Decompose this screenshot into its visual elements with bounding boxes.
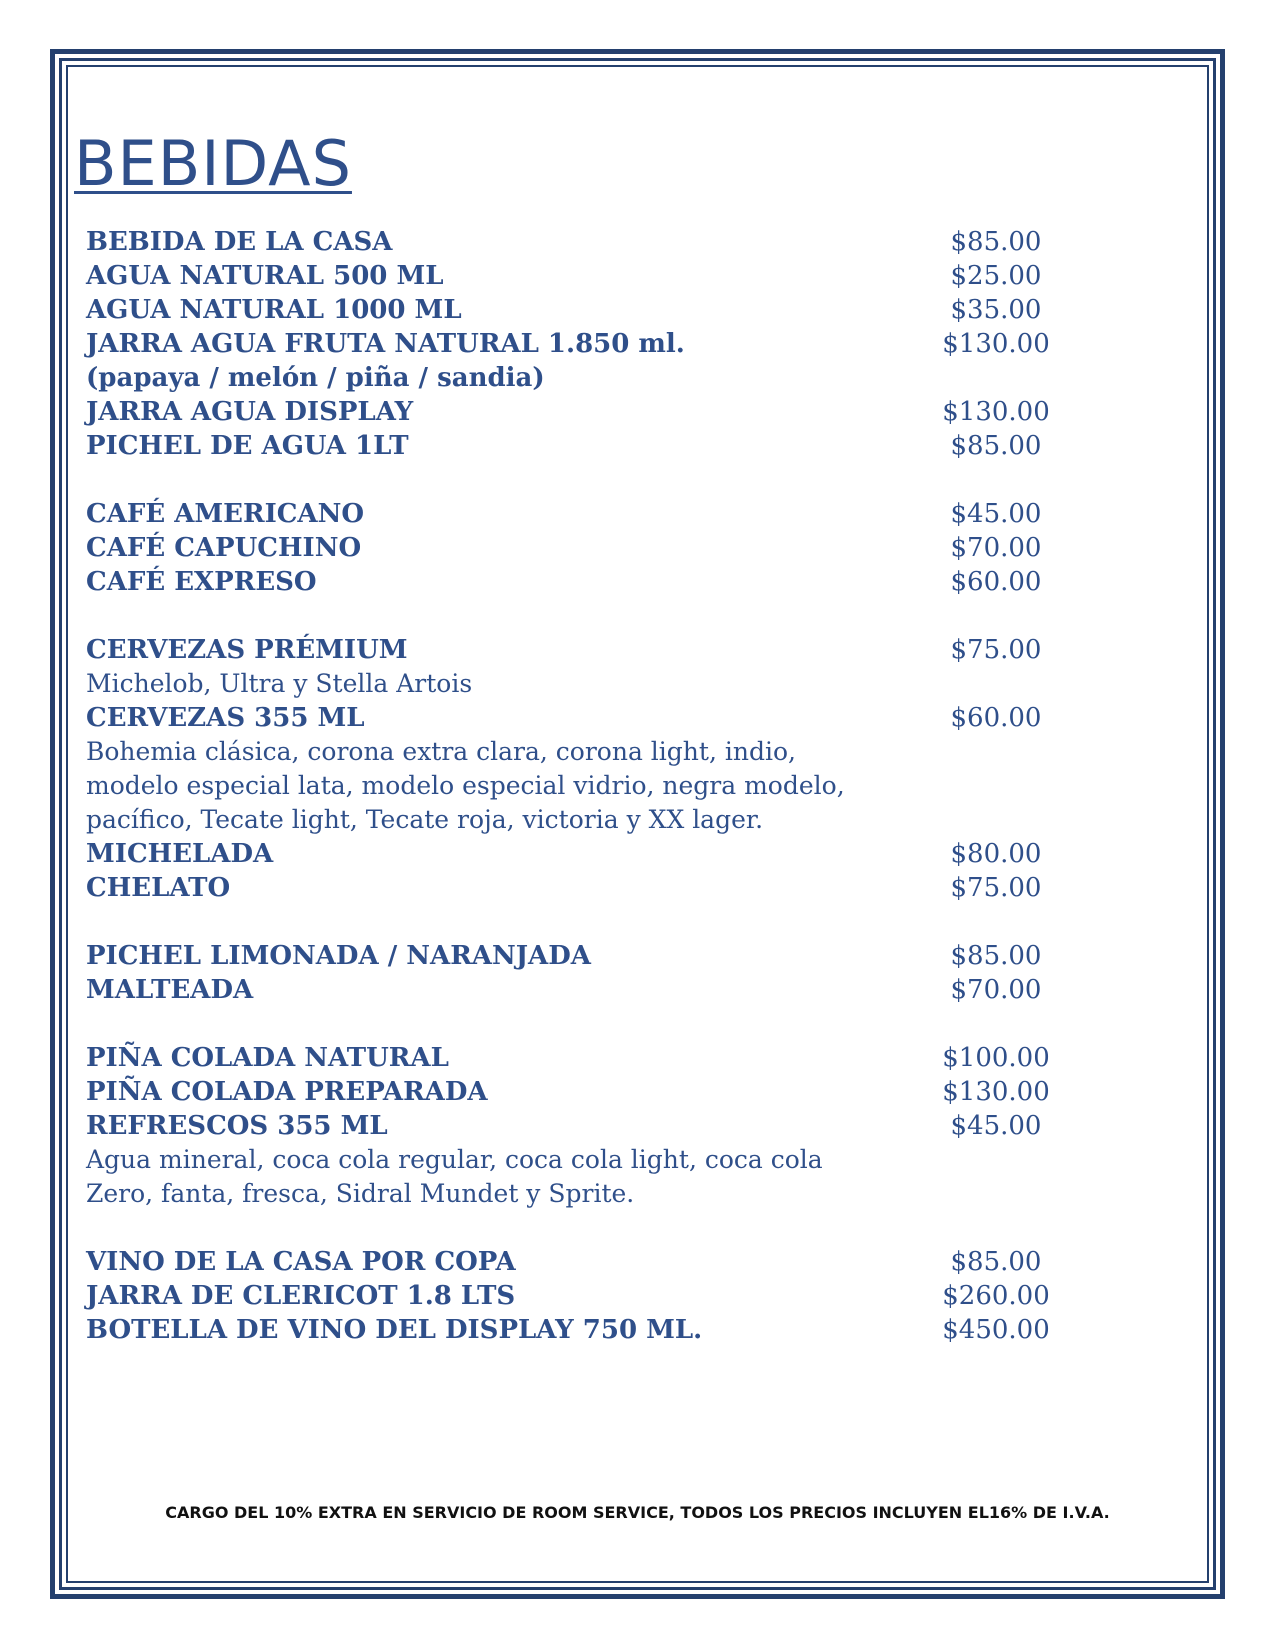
menu-item-price: $260.00 (942, 1281, 1050, 1311)
menu-item (86, 293, 1076, 327)
menu-item-name: CAFÉ EXPRESO (86, 567, 317, 597)
section-spacer (86, 1007, 1076, 1041)
menu-item-description: Agua mineral, coca cola regular, coca cola light, coca cola Zero, fanta, fresca, Sidral Mundet y Sprite. (86, 1145, 823, 1208)
menu-item (86, 939, 1076, 973)
section-spacer (86, 905, 1076, 939)
menu-item (86, 633, 1076, 667)
menu-item-price: $130.00 (942, 1077, 1050, 1107)
section-spacer (86, 1211, 1076, 1245)
menu-item (86, 1245, 1076, 1279)
menu-item-name: JARRA DE CLERICOT 1.8 LTS (86, 1281, 516, 1311)
menu-item (86, 1313, 1076, 1347)
menu-item (86, 837, 1076, 871)
menu-item-name: AGUA NATURAL 500 ML (86, 261, 444, 291)
menu-item-name: PICHEL LIMONADA / NARANJADA (86, 941, 591, 971)
menu-item-price: $100.00 (942, 1043, 1050, 1073)
menu-item-name: CERVEZAS 355 ML (86, 703, 365, 733)
menu-item-price: $70.00 (950, 533, 1042, 563)
menu-item-name: AGUA NATURAL 1000 ML (86, 295, 462, 325)
menu-item-price: $45.00 (950, 499, 1042, 529)
menu-item (86, 1075, 1076, 1109)
menu-item-options: (papaya / melón / piña / sandia) (86, 363, 545, 393)
menu-item-price: $75.00 (950, 635, 1042, 665)
menu-item (86, 565, 1076, 599)
menu-item-name: REFRESCOS 355 ML (86, 1111, 388, 1141)
menu-item-name: CAFÉ CAPUCHINO (86, 533, 362, 563)
menu-item-name: PIÑA COLADA PREPARADA (86, 1077, 488, 1107)
menu-item-price: $75.00 (950, 873, 1042, 903)
page-title: BEBIDAS (74, 127, 352, 200)
menu-item-name: CERVEZAS PRÉMIUM (86, 635, 408, 665)
menu-item (86, 1279, 1076, 1313)
menu-item-name: JARRA AGUA FRUTA NATURAL 1.850 ml. (86, 329, 685, 359)
menu-item-name: MICHELADA (86, 839, 274, 869)
menu-item-price: $35.00 (950, 295, 1042, 325)
menu-item (86, 225, 1076, 259)
menu-item-price: $130.00 (942, 397, 1050, 427)
menu-item-price: $80.00 (950, 839, 1042, 869)
menu-item-price: $70.00 (950, 975, 1042, 1005)
menu-item (86, 327, 1076, 361)
service-charge-note: CARGO DEL 10% EXTRA EN SERVICIO DE ROOM SERVICE, TODOS LOS PRECIOS INCLUYEN EL16% DE I.V.A. (165, 1503, 1110, 1522)
menu-item-price: $85.00 (950, 1247, 1042, 1277)
menu-item-name: JARRA AGUA DISPLAY (86, 397, 414, 427)
menu-item-name: PICHEL DE AGUA 1LT (86, 431, 409, 461)
menu-item-name: VINO DE LA CASA POR COPA (86, 1247, 516, 1277)
menu-item-price: $85.00 (950, 941, 1042, 971)
menu-item-name: CAFÉ AMERICANO (86, 499, 365, 529)
menu-item (86, 701, 1076, 735)
menu-item-description: Bohemia clásica, corona extra clara, corona light, indio, modelo especial lata, modelo especial vidrio, negra modelo, pacífico, Tecate light, Tecate roja, victoria y XX lager. (86, 737, 845, 834)
menu-item-name: PIÑA COLADA NATURAL (86, 1043, 449, 1073)
menu-item-price: $130.00 (942, 329, 1050, 359)
section-spacer (86, 599, 1076, 633)
menu-item-name: MALTEADA (86, 975, 254, 1005)
menu-item-price: $60.00 (950, 567, 1042, 597)
menu-item (86, 259, 1076, 293)
drinks-menu (86, 225, 1076, 1347)
menu-item (86, 395, 1076, 429)
menu-item-price: $450.00 (942, 1315, 1050, 1345)
menu-item-price: $45.00 (950, 1111, 1042, 1141)
section-spacer (86, 463, 1076, 497)
menu-item-price: $25.00 (950, 261, 1042, 291)
menu-item-price: $85.00 (950, 227, 1042, 257)
menu-item-name: BOTELLA DE VINO DEL DISPLAY 750 ML. (86, 1315, 703, 1345)
menu-item (86, 429, 1076, 463)
menu-item (86, 497, 1076, 531)
menu-item-price: $85.00 (950, 431, 1042, 461)
menu-item (86, 1109, 1076, 1143)
menu-item (86, 871, 1076, 905)
menu-item-price: $60.00 (950, 703, 1042, 733)
menu-item-name: CHELATO (86, 873, 231, 903)
menu-item-name: BEBIDA DE LA CASA (86, 227, 393, 257)
menu-item (86, 1041, 1076, 1075)
menu-item (86, 973, 1076, 1007)
menu-item-description: Michelob, Ultra y Stella Artois (86, 669, 473, 698)
menu-item (86, 531, 1076, 565)
